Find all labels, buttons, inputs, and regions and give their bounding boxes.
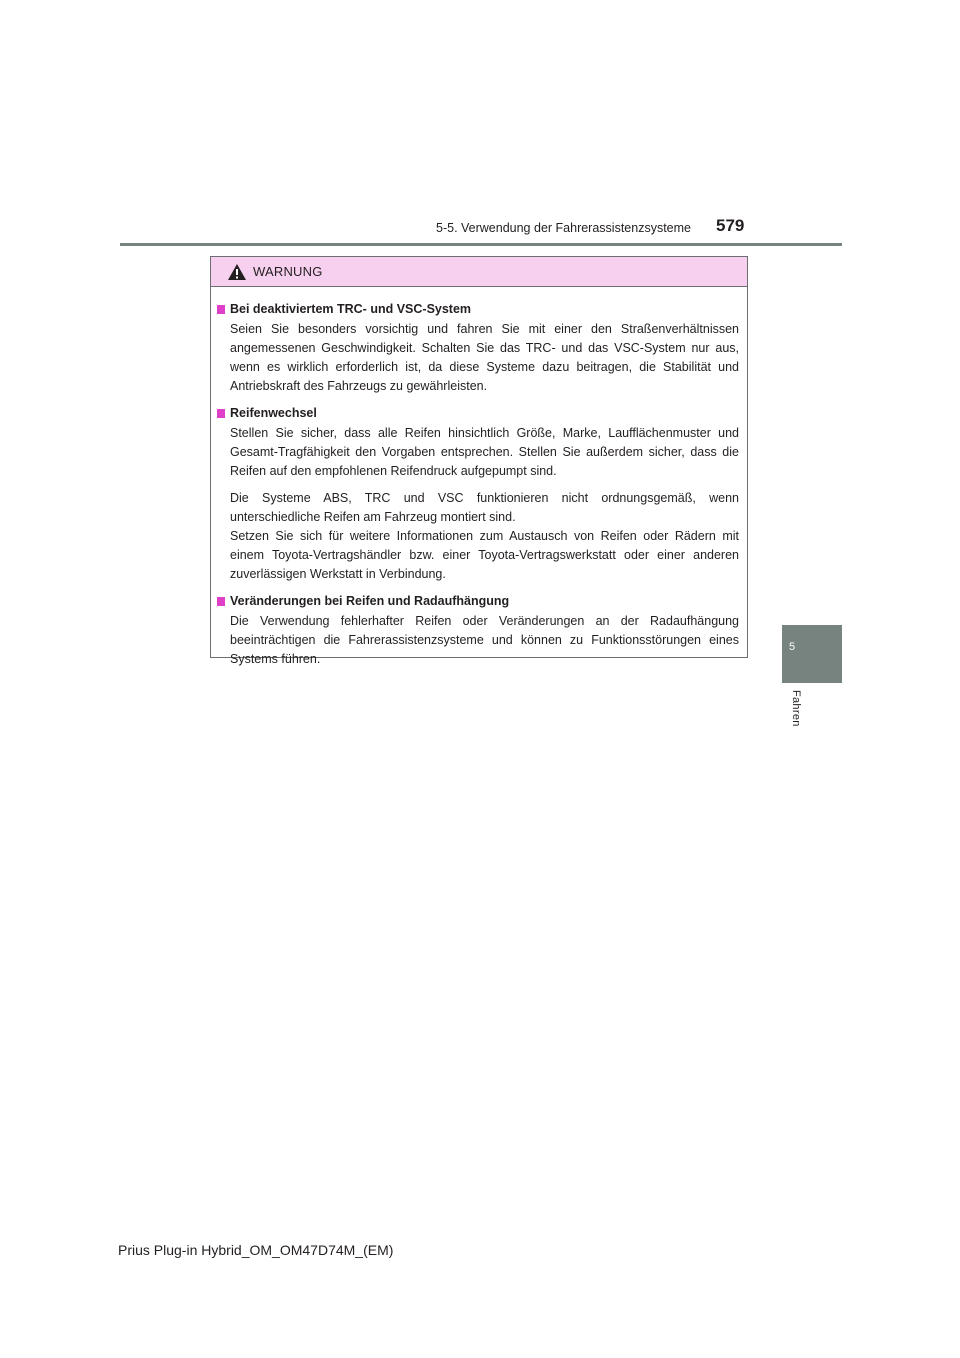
square-bullet-icon xyxy=(217,409,225,418)
chapter-tab xyxy=(782,625,842,683)
section-heading-text: Bei deaktiviertem TRC- und VSC-System xyxy=(230,302,472,316)
warning-header xyxy=(211,257,747,287)
header-divider xyxy=(120,243,842,246)
section-heading xyxy=(217,404,739,422)
paragraph: Stellen Sie sicher, dass alle Reifen hinsichtlich Größe, Marke, Laufflächenmuster und Gesamt-Tragfähigkeit den Vorgaben entsprechen. Stellen Sie außerdem sicher, dass die Reifen auf den empfohlenen Reifendruck aufgepumpt sind. xyxy=(230,426,739,478)
chapter-number: 5 xyxy=(788,641,796,653)
paragraph: Die Systeme ABS, TRC und VSC funktionieren nicht ordnungsgemäß, wenn unterschiedliche Reifen am Fahrzeug montiert sind. xyxy=(230,491,739,524)
square-bullet-icon xyxy=(217,597,225,606)
document-id: Prius Plug-in Hybrid_OM_OM47D74M_(EM) xyxy=(118,1242,394,1258)
section-title: 5-5. Verwendung der Fahrerassistenzsysteme xyxy=(436,221,691,235)
chapter-title: Fahren xyxy=(790,690,802,727)
section-heading-text: Veränderungen bei Reifen und Radaufhängung xyxy=(230,594,510,608)
warning-title: WARNUNG xyxy=(253,264,323,279)
paragraph: Setzen Sie sich für weitere Informationen zum Austausch von Reifen oder Rädern mit einem Toyota-Vertragshändler bzw. einer Toyota-Vertragswerkstatt oder einer anderen zuverlässigen Werkstatt in Verbindung. xyxy=(230,529,739,581)
warning-body xyxy=(211,287,747,669)
warning-triangle-icon xyxy=(227,263,247,281)
section-heading xyxy=(217,300,739,318)
warning-box xyxy=(210,256,748,666)
page-number: 579 xyxy=(716,216,745,235)
paragraph: Die Verwendung fehlerhafter Reifen oder Veränderungen an der Radaufhängung beeinträchtigen die Fahrerassistenzsysteme und können zu Funktionsstörungen eines Systems führen. xyxy=(230,614,739,666)
square-bullet-icon xyxy=(217,305,225,314)
section-heading xyxy=(217,592,739,610)
paragraph: Seien Sie besonders vorsichtig und fahren Sie mit einer den Straßenverhältnissen angemessenen Geschwindigkeit. Schalten Sie das TRC- und das VSC-System nur aus, wenn es wirklich erforderlich ist, da diese Systeme dazu beitragen, die Stabilität und Antriebskraft des Fahrzeugs zu gewährleisten. xyxy=(230,322,739,393)
section-heading-text: Reifenwechsel xyxy=(230,406,317,420)
